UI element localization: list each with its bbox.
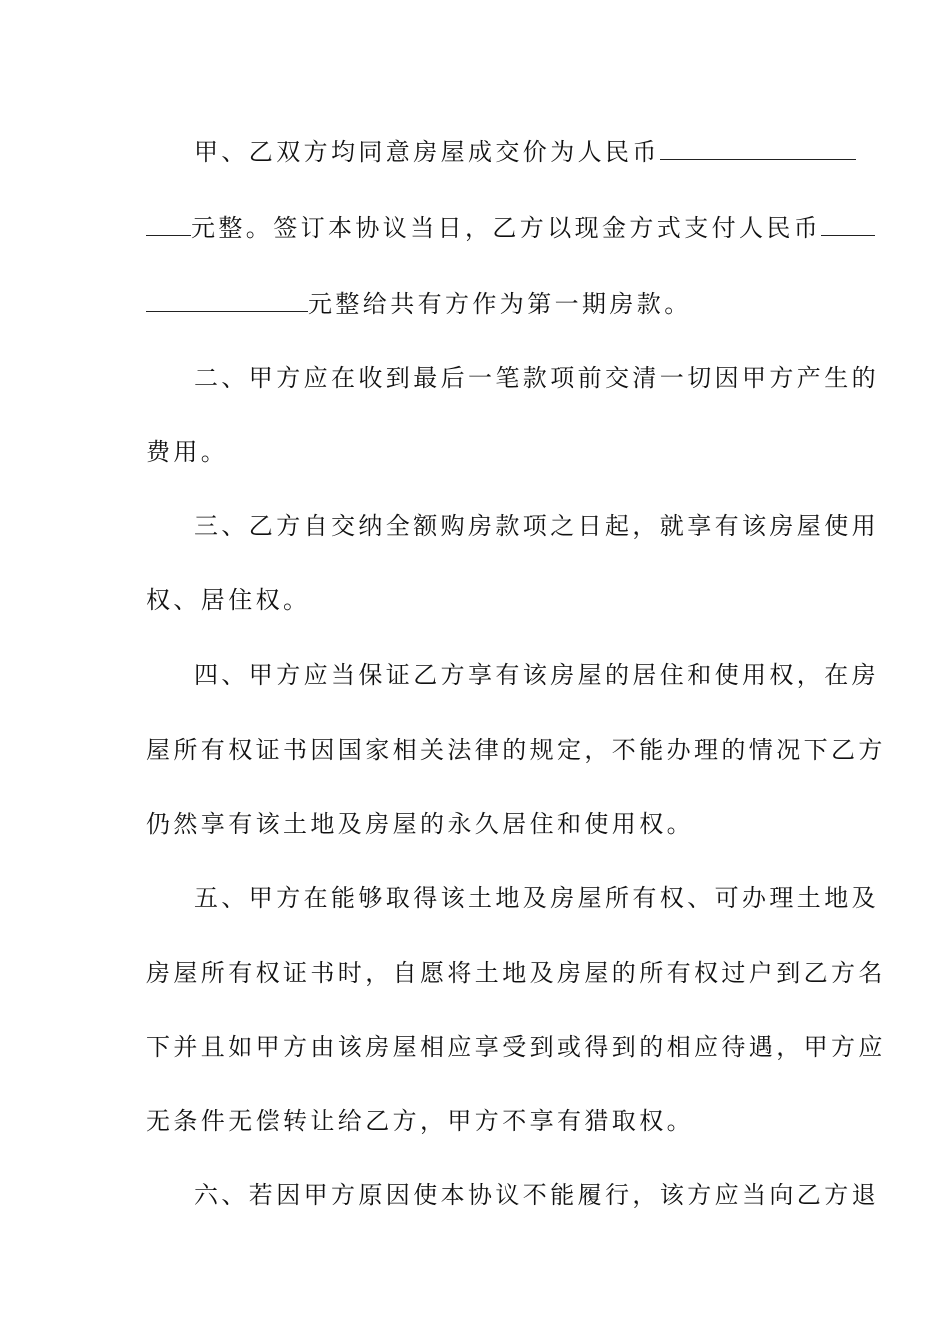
first-payment-blank-cont bbox=[146, 285, 308, 312]
clause-four-line-2: 屋所有权证书因国家相关法律的规定，不能办理的情况下乙方 bbox=[146, 736, 886, 764]
price-amount-blank-cont bbox=[146, 209, 191, 236]
clause-two-line-1: 二、甲方应在收到最后一笔款项前交清一切因甲方产生的 bbox=[194, 364, 879, 392]
paragraph-price-line-1 bbox=[194, 132, 806, 172]
clause-two-line-2: 费用。 bbox=[146, 438, 229, 466]
clause-three-line-1: 三、乙方自交纳全额购房款项之日起，就享有该房屋使用 bbox=[194, 512, 879, 540]
clause-five-line-2: 房屋所有权证书时，自愿将土地及房屋的所有权过户到乙方名 bbox=[146, 959, 886, 987]
payment-clause-text: 元整。签订本协议当日，乙方以现金方式支付人民币 bbox=[191, 214, 822, 242]
clause-four-line-3: 仍然享有该土地及房屋的永久居住和使用权。 bbox=[146, 810, 694, 838]
paragraph-price-line-3 bbox=[146, 284, 806, 324]
clause-six-line-1: 六、若因甲方原因使本协议不能履行，该方应当向乙方退 bbox=[194, 1181, 879, 1209]
price-amount-blank bbox=[660, 133, 856, 160]
paragraph-price-line-2 bbox=[146, 208, 822, 248]
clause-five-line-1: 五、甲方在能够取得该土地及房屋所有权、可办理土地及 bbox=[194, 884, 879, 912]
first-payment-blank bbox=[821, 209, 875, 236]
clause-three-line-2: 权、居住权。 bbox=[146, 586, 311, 614]
clause-five-line-4: 无条件无偿转让给乙方，甲方不享有猎取权。 bbox=[146, 1107, 694, 1135]
clause-four-line-1: 四、甲方应当保证乙方享有该房屋的居住和使用权，在房 bbox=[194, 661, 879, 689]
first-payment-text: 元整给共有方作为第一期房款。 bbox=[308, 290, 692, 318]
clause-five-line-3: 下并且如甲方由该房屋相应享受到或得到的相应待遇，甲方应 bbox=[146, 1033, 886, 1061]
price-clause-text: 甲、乙双方均同意房屋成交价为人民币 bbox=[194, 138, 660, 166]
